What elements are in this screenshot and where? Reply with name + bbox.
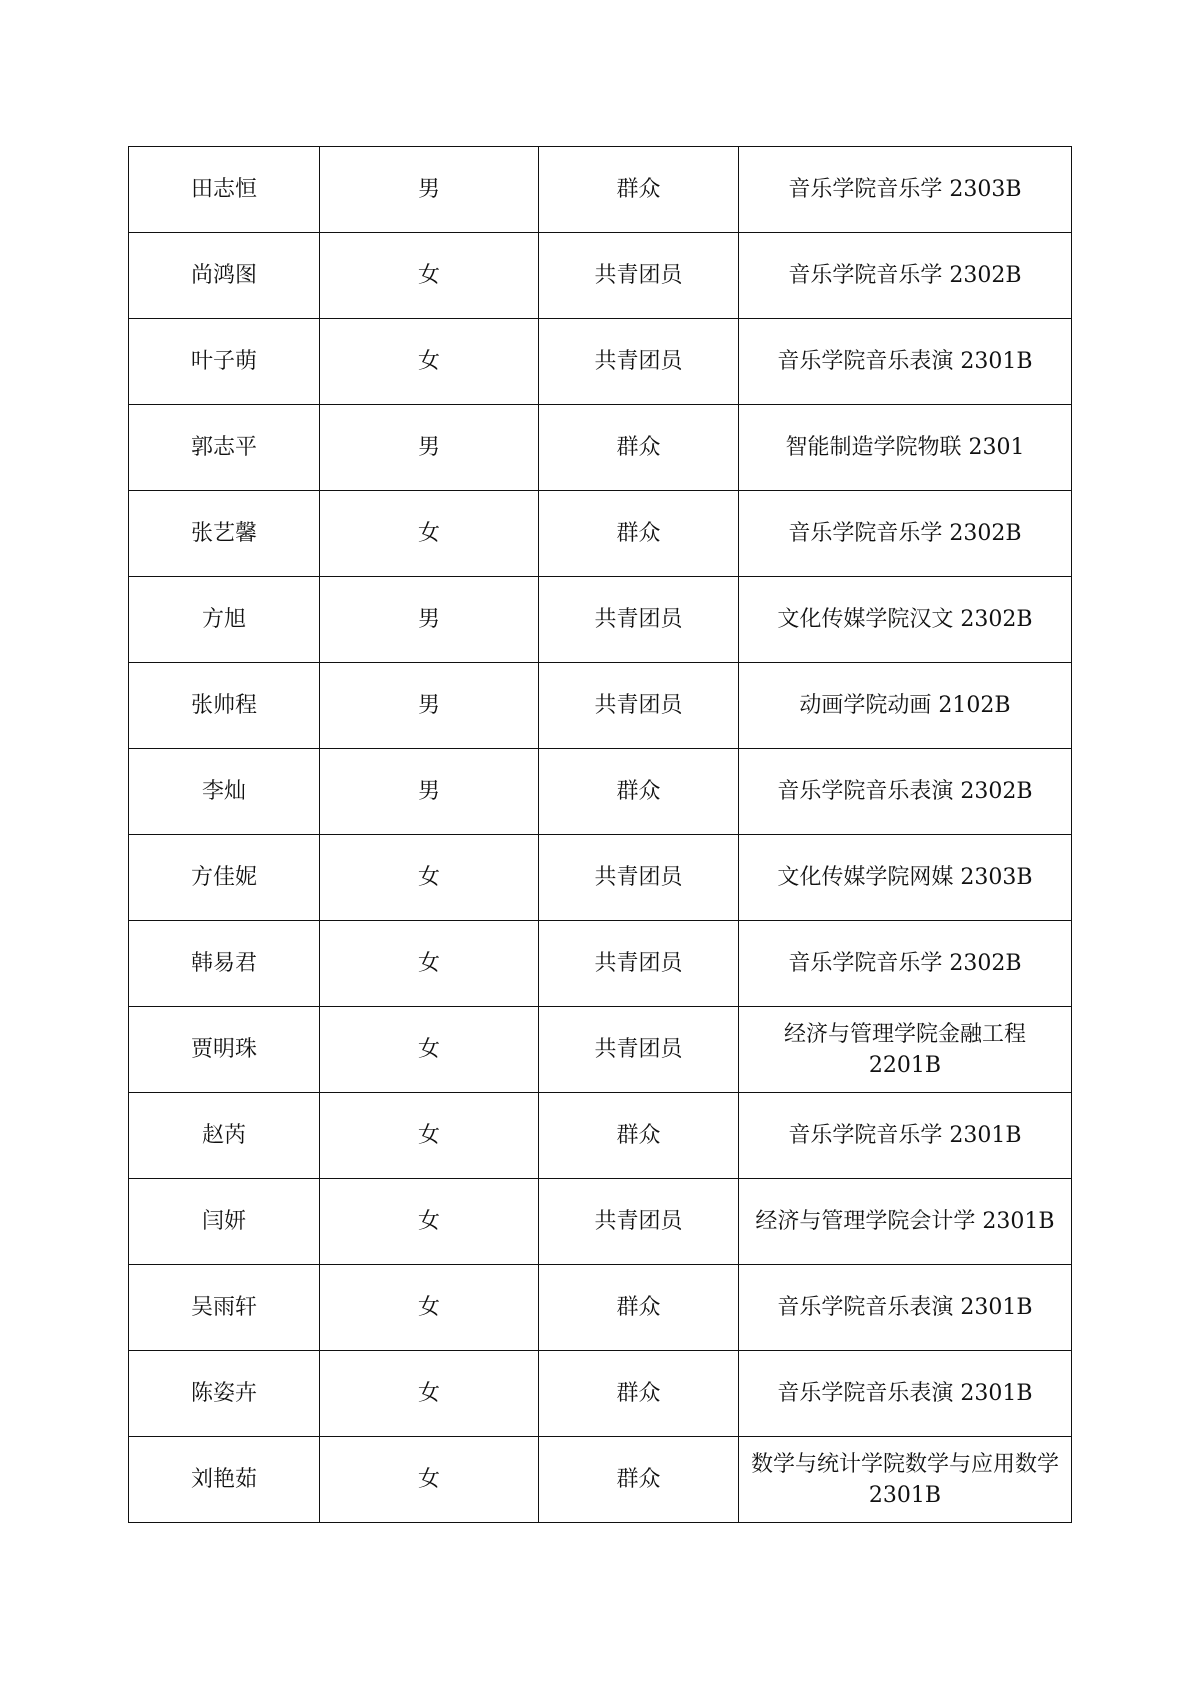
cell-political-status: 共青团员	[539, 319, 739, 405]
cell-gender: 男	[320, 405, 539, 491]
table-row	[129, 749, 1072, 835]
cell-name: 尚鸿图	[129, 233, 320, 319]
table-row	[129, 1007, 1072, 1093]
cell-name: 闫妍	[129, 1179, 320, 1265]
cell-name: 李灿	[129, 749, 320, 835]
cell-political-status: 群众	[539, 405, 739, 491]
cell-political-status: 共青团员	[539, 663, 739, 749]
cell-gender: 女	[320, 1265, 539, 1351]
cell-class: 音乐学院音乐表演 2302B	[739, 749, 1072, 835]
table-row	[129, 1179, 1072, 1265]
cell-class: 经济与管理学院会计学 2301B	[739, 1179, 1072, 1265]
cell-class: 文化传媒学院网媒 2303B	[739, 835, 1072, 921]
cell-class: 数学与统计学院数学与应用数学 2301B	[739, 1437, 1072, 1523]
table-row	[129, 577, 1072, 663]
cell-gender: 女	[320, 835, 539, 921]
cell-class: 音乐学院音乐学 2301B	[739, 1093, 1072, 1179]
cell-class: 音乐学院音乐学 2303B	[739, 147, 1072, 233]
cell-name: 方旭	[129, 577, 320, 663]
cell-gender: 女	[320, 1179, 539, 1265]
table-row	[129, 319, 1072, 405]
cell-gender: 男	[320, 577, 539, 663]
cell-political-status: 群众	[539, 1351, 739, 1437]
cell-class: 音乐学院音乐表演 2301B	[739, 1351, 1072, 1437]
table-row	[129, 147, 1072, 233]
cell-name: 张帅程	[129, 663, 320, 749]
cell-class: 音乐学院音乐表演 2301B	[739, 1265, 1072, 1351]
cell-gender: 男	[320, 749, 539, 835]
table-row	[129, 405, 1072, 491]
cell-name: 刘艳茹	[129, 1437, 320, 1523]
cell-political-status: 共青团员	[539, 577, 739, 663]
cell-gender: 女	[320, 1437, 539, 1523]
student-table	[128, 146, 1072, 1523]
cell-class: 音乐学院音乐学 2302B	[739, 921, 1072, 1007]
cell-gender: 女	[320, 1093, 539, 1179]
cell-political-status: 共青团员	[539, 1179, 739, 1265]
cell-name: 赵芮	[129, 1093, 320, 1179]
cell-name: 贾明珠	[129, 1007, 320, 1093]
cell-class: 动画学院动画 2102B	[739, 663, 1072, 749]
cell-name: 张艺馨	[129, 491, 320, 577]
table-row	[129, 1351, 1072, 1437]
cell-political-status: 共青团员	[539, 233, 739, 319]
table-row	[129, 491, 1072, 577]
cell-class: 音乐学院音乐表演 2301B	[739, 319, 1072, 405]
cell-political-status: 群众	[539, 1265, 739, 1351]
table-row	[129, 1265, 1072, 1351]
cell-political-status: 共青团员	[539, 921, 739, 1007]
table-row	[129, 921, 1072, 1007]
cell-gender: 女	[320, 491, 539, 577]
cell-gender: 女	[320, 1007, 539, 1093]
cell-class: 音乐学院音乐学 2302B	[739, 233, 1072, 319]
cell-gender: 男	[320, 147, 539, 233]
table-row	[129, 1093, 1072, 1179]
cell-class: 文化传媒学院汉文 2302B	[739, 577, 1072, 663]
cell-gender: 女	[320, 233, 539, 319]
cell-class: 智能制造学院物联 2301	[739, 405, 1072, 491]
cell-political-status: 群众	[539, 147, 739, 233]
table-row	[129, 233, 1072, 319]
cell-name: 陈姿卉	[129, 1351, 320, 1437]
cell-gender: 女	[320, 319, 539, 405]
cell-political-status: 群众	[539, 1093, 739, 1179]
cell-class: 音乐学院音乐学 2302B	[739, 491, 1072, 577]
cell-name: 韩易君	[129, 921, 320, 1007]
cell-name: 郭志平	[129, 405, 320, 491]
cell-name: 方佳妮	[129, 835, 320, 921]
table-body	[129, 147, 1072, 1523]
table-row	[129, 835, 1072, 921]
cell-political-status: 共青团员	[539, 835, 739, 921]
table-row	[129, 663, 1072, 749]
cell-name: 叶子萌	[129, 319, 320, 405]
cell-gender: 女	[320, 921, 539, 1007]
cell-political-status: 群众	[539, 749, 739, 835]
cell-gender: 男	[320, 663, 539, 749]
cell-political-status: 共青团员	[539, 1007, 739, 1093]
cell-gender: 女	[320, 1351, 539, 1437]
cell-class: 经济与管理学院金融工程 2201B	[739, 1007, 1072, 1093]
cell-political-status: 群众	[539, 1437, 739, 1523]
table-row	[129, 1437, 1072, 1523]
cell-name: 吴雨轩	[129, 1265, 320, 1351]
cell-political-status: 群众	[539, 491, 739, 577]
cell-name: 田志恒	[129, 147, 320, 233]
